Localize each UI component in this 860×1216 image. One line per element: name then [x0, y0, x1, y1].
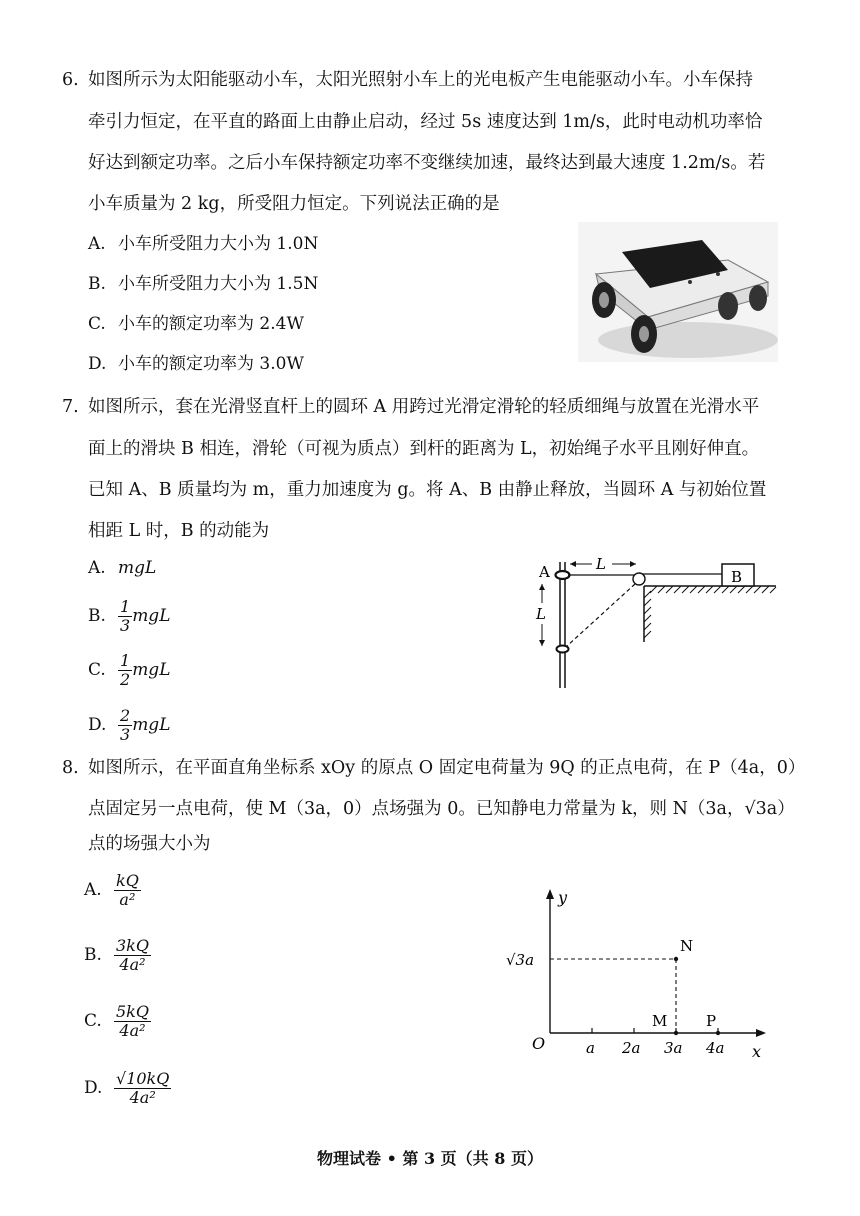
point-p — [716, 1031, 720, 1035]
option-text: 小车的额定功率为 3.0W — [118, 354, 304, 374]
option-label: C. — [88, 314, 106, 334]
origin-label: O — [532, 1034, 546, 1053]
q7-stem-line-3: 已知 A、B 质量均为 m，重力加速度为 g。将 A、B 由静止释放，当圆环 A 与初始位置 — [88, 480, 767, 500]
label-b: B — [731, 568, 743, 586]
option-fraction — [118, 652, 132, 689]
solar-car-image — [578, 222, 778, 362]
q7-option-a — [88, 557, 156, 579]
q6-number: 6. — [62, 70, 79, 90]
fraction-numerator: kQ — [116, 871, 139, 890]
q8-stem-line-3: 点的场强大小为 — [88, 834, 211, 854]
q7-number: 7. — [62, 397, 79, 417]
fraction-denominator: 4a² — [119, 1021, 146, 1040]
q7-stem-line-2: 面上的滑块 B 相连，滑轮（可视为质点）到杆的距离为 L，初始绳子水平且刚好伸直。 — [88, 439, 760, 459]
y-tick-sqrt3a: √3a — [506, 951, 535, 969]
fraction-numerator: 5kQ — [116, 1002, 149, 1021]
q7-option-c — [88, 652, 170, 689]
q8-option-a — [84, 872, 141, 909]
option-label: C. — [88, 660, 106, 680]
y-axis-label: y — [558, 888, 568, 907]
tick-label-2a: 2a — [622, 1039, 641, 1057]
q7-option-d — [88, 707, 170, 744]
option-text: 小车所受阻力大小为 1.0N — [118, 234, 319, 254]
ring-a-lowered — [557, 646, 569, 653]
label-m: M — [652, 1012, 668, 1030]
label-l-side: L — [536, 605, 546, 623]
q6-stem-line-4: 小车质量为 2 kg，所受阻力恒定。下列说法正确的是 — [88, 194, 500, 214]
option-text: 小车的额定功率为 2.4W — [118, 314, 304, 334]
option-label: A. — [88, 234, 106, 254]
q6-stem-line-2: 牵引力恒定，在平直的路面上由静止启动，经过 5s 速度达到 1m/s，此时电动机功率恰 — [88, 112, 763, 132]
option-fraction — [118, 707, 132, 744]
q8-coordinate-figure — [500, 885, 780, 1065]
tick-label-a: a — [586, 1039, 595, 1057]
q6-option-c — [88, 313, 304, 335]
option-label: D. — [88, 354, 107, 374]
fraction-numerator: 1 — [120, 651, 131, 670]
tick-label-3a: 3a — [664, 1039, 683, 1057]
fraction-numerator: 1 — [120, 597, 131, 616]
label-a: A — [539, 563, 550, 581]
option-label: B. — [88, 274, 106, 294]
option-fraction — [114, 937, 151, 974]
point-m — [674, 1031, 678, 1035]
q8-option-b — [84, 937, 151, 974]
q7-option-b — [88, 598, 170, 635]
option-fraction — [114, 1003, 151, 1040]
option-label: B. — [88, 606, 106, 626]
fraction-denominator: 4a² — [119, 955, 146, 974]
option-fraction — [114, 872, 141, 909]
q8-option-c — [84, 1003, 151, 1040]
fraction-numerator: √10kQ — [116, 1069, 170, 1088]
q8-option-d — [84, 1070, 171, 1107]
tick-label-4a: 4a — [706, 1039, 725, 1057]
label-n: N — [680, 937, 694, 955]
option-label: B. — [84, 945, 102, 965]
point-n — [674, 957, 678, 961]
q8-stem-line-2: 点固定另一点电荷，使 M（3a，0）点场强为 0。已知静电力常量为 k，则 N（3a，√3a） — [88, 799, 795, 819]
option-label: A. — [84, 880, 102, 900]
q8-stem-line-1: 如图所示，在平面直角坐标系 xOy 的原点 O 固定电荷量为 9Q 的正点电荷，在 P（4a，0） — [88, 758, 806, 778]
fraction-denominator: 3 — [120, 725, 131, 744]
option-expression: mgL — [132, 606, 171, 626]
q6-stem-line-3: 好达到额定功率。之后小车保持额定功率不变继续加速，最终达到最大速度 1.2m/s。若 — [88, 153, 766, 173]
ring-a-initial — [556, 571, 570, 579]
q6-stem-line-1: 如图所示为太阳能驱动小车，太阳光照射小车上的光电板产生电能驱动小车。小车保持 — [88, 70, 753, 90]
option-label: A. — [88, 558, 106, 578]
option-fraction — [114, 1070, 171, 1107]
option-label: D. — [88, 715, 107, 735]
q7-pulley-figure — [530, 558, 780, 693]
option-text: 小车所受阻力大小为 1.5N — [118, 274, 319, 294]
option-expression: mgL — [118, 558, 157, 578]
pulley — [633, 573, 645, 585]
label-p: P — [706, 1012, 717, 1030]
fraction-denominator: 4a² — [129, 1088, 156, 1107]
fraction-numerator: 2 — [120, 706, 131, 725]
q6-option-a — [88, 233, 318, 255]
q8-number: 8. — [62, 758, 79, 778]
x-axis-label: x — [752, 1042, 762, 1061]
option-expression: mgL — [132, 715, 171, 735]
option-expression: mgL — [132, 660, 171, 680]
option-label: D. — [84, 1078, 103, 1098]
page-footer: 物理试卷 • 第 3 页（共 8 页） — [317, 1149, 543, 1168]
q7-stem-line-1: 如图所示，套在光滑竖直杆上的圆环 A 用跨过光滑定滑轮的轻质细绳与放置在光滑水平 — [88, 397, 760, 417]
q6-option-d — [88, 353, 304, 375]
label-l-top: L — [596, 558, 606, 573]
option-fraction — [118, 598, 132, 635]
fraction-denominator: 3 — [120, 616, 131, 635]
fraction-numerator: 3kQ — [116, 936, 149, 955]
q6-option-b — [88, 273, 318, 295]
fraction-denominator: 2 — [120, 670, 131, 689]
option-label: C. — [84, 1011, 102, 1031]
fraction-denominator: a² — [119, 890, 136, 909]
q7-stem-line-4: 相距 L 时，B 的动能为 — [88, 521, 270, 541]
